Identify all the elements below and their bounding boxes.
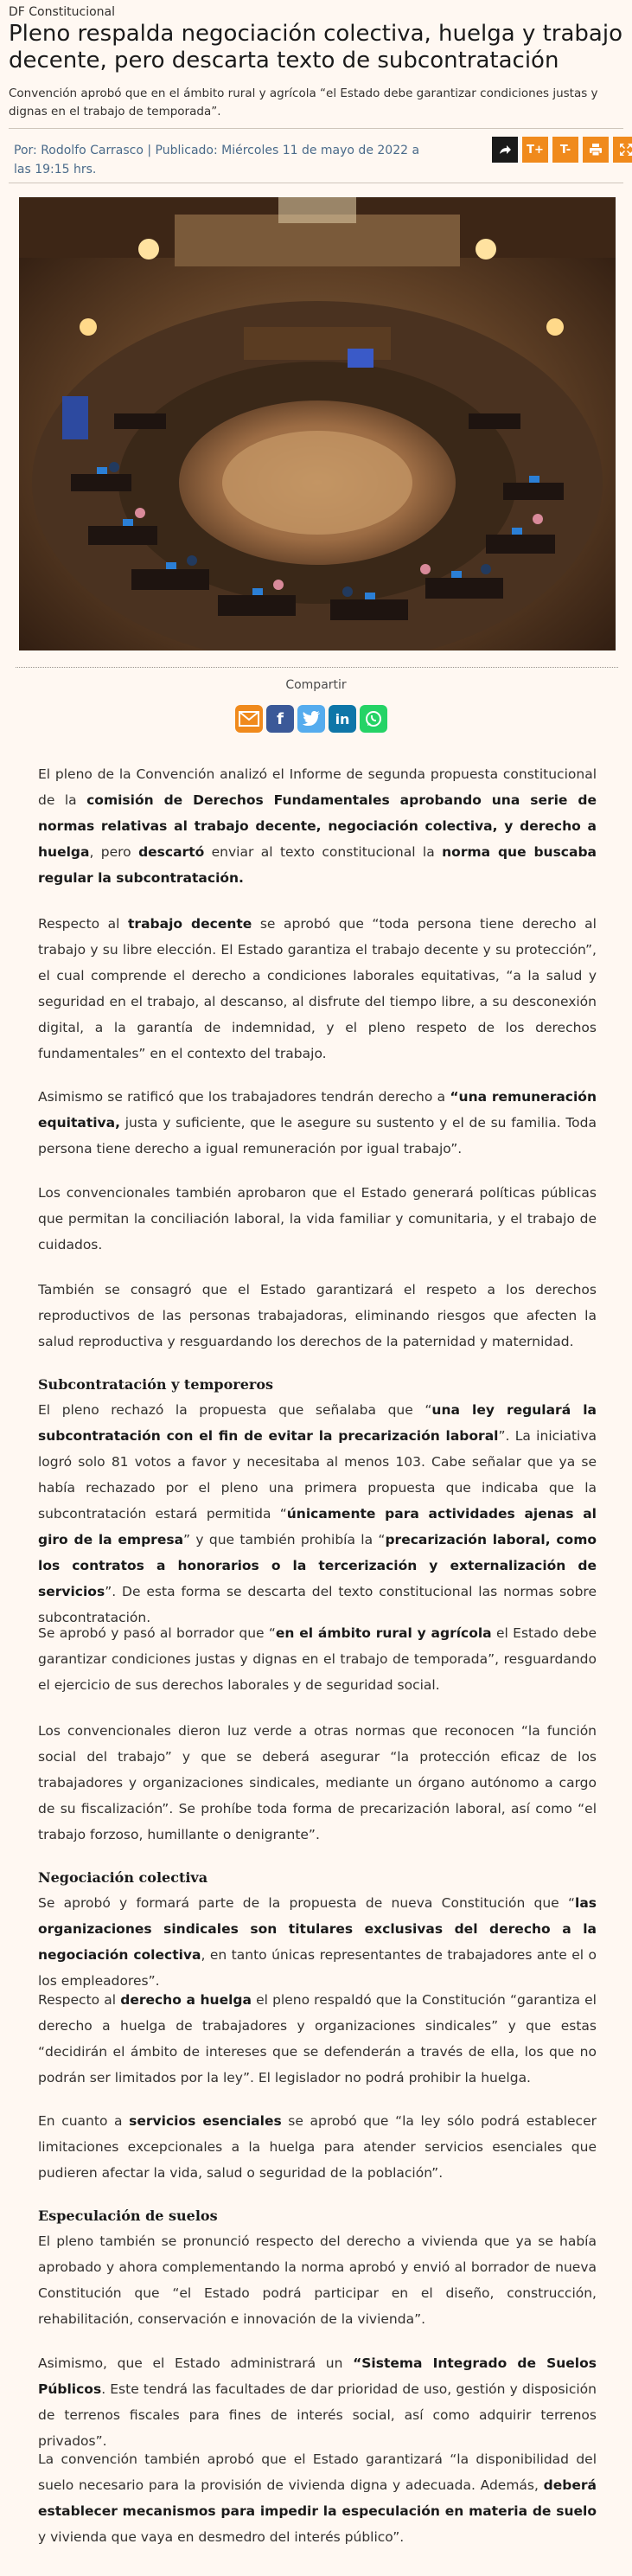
text-run: el pleno respaldó que la Constitución “garantiza el derecho a huelga de trabajadores y organizaciones sindicales” y que estas “decidirán el ámbito de intereses que se defenderán a través de ella, los que no podrán ser limitados por la ley”. El legislador no podrá prohibir la huelga.: [38, 1992, 597, 2086]
linkedin-share-button[interactable]: [329, 705, 356, 733]
paragraph: [38, 2108, 597, 2186]
twitter-share-button[interactable]: [297, 705, 325, 733]
facebook-icon: f: [277, 709, 284, 728]
text-run: el Estado debe garantizar condiciones justas y dignas en el trabajo de temporada”, resguardando el ejercicio de sus derechos laborales y de seguridad social.: [38, 1625, 597, 1693]
emphasis: derecho a huelga: [120, 1992, 252, 2008]
emphasis: únicamente para actividades ajenas al giro de la empresa: [38, 1506, 597, 1548]
text-run: El pleno de la Convención analizó el Informe de segunda propuesta constitucional de la: [38, 766, 597, 808]
text-run: y vivienda que vaya en desmedro del interés público”.: [38, 2529, 405, 2545]
text-run: ”. La iniciativa logró solo 81 votos a favor y necesitaba al menos 103. Cabe señalar que ya se había rechazado por el pleno una primera propuesta que indicaba que la subcontratación estará permitida “: [38, 1428, 597, 1522]
expand-button[interactable]: [613, 137, 632, 163]
paragraph: [38, 1987, 597, 2091]
text-run: Respecto al: [38, 916, 129, 932]
text-run: Se aprobó y formará parte de la propuesta de nueva Constitución que “: [38, 1895, 575, 1911]
text-run: El pleno rechazó la propuesta que señalaba que “: [38, 1402, 432, 1418]
paragraph: [38, 1620, 597, 1698]
section-label[interactable]: DF Constitucional: [9, 5, 116, 19]
text-run: Asimismo, que el Estado administrará un: [38, 2355, 354, 2371]
emphasis: descartó: [138, 844, 205, 860]
text-run: justa y suficiente, que le asegure su sustento y el de su familia. Toda persona tiene derecho a igual remuneración por igual trabajo”.: [38, 1115, 597, 1157]
byline-date: Miércoles 11 de mayo de 2022 a las 19:15 hrs.: [14, 144, 420, 176]
text-run: . Este tendrá las facultades de dar prioridad de uso, gestión y disposición de terrenos fiscales para fines de interés social, así como adquirir terrenos privados”.: [38, 2381, 597, 2449]
paragraph: [38, 911, 597, 1067]
text-run: enviar al texto constitucional la: [204, 844, 443, 860]
paragraph: [38, 1397, 597, 1631]
emphasis: trabajo decente: [128, 916, 252, 932]
linkedin-icon: in: [335, 710, 350, 727]
divider: [9, 128, 623, 129]
paragraph: [38, 761, 597, 891]
share-bar: [235, 705, 387, 733]
whatsapp-share-button[interactable]: [360, 705, 387, 733]
article-toolbar: [492, 137, 632, 163]
article-photo: [19, 197, 616, 650]
font-increase-button[interactable]: T+: [522, 137, 548, 163]
paragraph: [38, 1084, 597, 1162]
emphasis: una ley regulará la subcontratación con el fin de evitar la precarización laboral: [38, 1402, 597, 1444]
divider: [16, 667, 618, 668]
emphasis: las organizaciones sindicales son titulares exclusivas del derecho a la negociación colectiva: [38, 1895, 597, 1963]
emphasis: norma que buscaba regular la subcontratación.: [38, 844, 597, 886]
byline-author[interactable]: Rodolfo Carrasco: [41, 144, 144, 157]
emphasis: “una remuneración equitativa,: [38, 1089, 597, 1131]
twitter-icon: [302, 711, 321, 727]
share-arrow-icon: [498, 143, 512, 157]
share-title: Compartir: [285, 678, 347, 692]
byline: [14, 141, 420, 179]
paragraph: También se consagró que el Estado garantizará el respeto a los derechos reproductivos de las personas trabajadoras, eliminando riesgos que afecten la salud reproductiva y resguardando los derechos de la paternidad y maternidad.: [38, 1282, 597, 1349]
emphasis: “Sistema Integrado de Suelos Públicos: [38, 2355, 597, 2397]
text-run: ” y que también prohibía la “: [183, 1532, 386, 1548]
byline-prefix: Por:: [14, 144, 41, 157]
paragraph: [38, 2446, 597, 2550]
subheading: Subcontratación y temporeros: [38, 1376, 274, 1393]
email-icon: [239, 711, 259, 727]
subheading: Negociación colectiva: [38, 1869, 208, 1886]
font-decrease-button[interactable]: T-: [552, 137, 578, 163]
emphasis: precarización laboral, como los contratos a honorarios o la tercerización y externalización de servicios: [38, 1532, 597, 1599]
paragraph: Los convencionales también aprobaron que el Estado generará políticas públicas que permitan la conciliación laboral, la vida familiar y comunitaria, y el trabajo de cuidados.: [38, 1185, 597, 1253]
emphasis: en el ámbito rural y agrícola: [275, 1625, 492, 1641]
text-run: ”. De esta forma se descarta del texto constitucional las normas sobre subcontratación.: [38, 1584, 597, 1625]
paragraph: [38, 1890, 597, 1994]
emphasis: servicios esenciales: [129, 2113, 282, 2129]
subheading: Especulación de suelos: [38, 2208, 218, 2224]
text-run: se aprobó que “la ley sólo podrá establecer limitaciones excepcionales a la huelga para atender servicios esenciales que pudieren afectar la vida, salud o seguridad de la población”.: [38, 2113, 597, 2181]
paragraph: Los convencionales dieron luz verde a otras normas que reconocen “la función social del trabajo” y que se deberá asegurar “la protección eficaz de los trabajadores y organizaciones sindicales, mediante un órgano autónomo a cargo de su fiscalización”. Se prohíbe toda forma de precarización laboral, así como “el trabajo forzoso, humillante o denigrante”.: [38, 1723, 597, 1842]
text-run: se aprobó que “toda persona tiene derecho al trabajo y su libre elección. El Estado garantiza el trabajo decente y su protección”, el cual comprende el derecho a condiciones laborales equitativas, “a la salud y seguridad en el trabajo, al descanso, al disfrute del tiempo libre, a su desconexión digital, a la garantía de indemnidad, y el pleno respeto de los derechos fundamentales” en el contexto del trabajo.: [38, 916, 597, 1061]
text-run: La convención también aprobó que el Estado garantizará “la disponibilidad del suelo necesario para la provisión de vivienda digna y adecuada. Además,: [38, 2451, 597, 2493]
standfirst: Convención aprobó que en el ámbito rural y agrícola “el Estado debe garantizar condiciones justas y dignas en el trabajo de temporada”.: [9, 87, 598, 119]
paragraph: El pleno también se pronunció respecto del derecho a vivienda que ya se había aprobado y ahora complementando la norma aprobó y envió al borrador de nueva Constitución que “el Estado podrá participar en el diseño, construcción, rehabilitación, conservación e innovación de la vivienda”.: [38, 2233, 597, 2327]
share-arrow-button[interactable]: [492, 137, 518, 163]
facebook-share-button[interactable]: [266, 705, 294, 733]
text-run: , pero: [89, 844, 139, 860]
email-share-button[interactable]: [235, 705, 263, 733]
byline-separator: | Publicado:: [143, 144, 222, 157]
whatsapp-icon: [364, 709, 383, 728]
text-run: Se aprobó y pasó al borrador que “: [38, 1625, 276, 1641]
paragraph: [38, 2350, 597, 2454]
text-run: Asimismo se ratificó que los trabajadores tendrán derecho a: [38, 1089, 450, 1105]
print-button[interactable]: [583, 137, 609, 163]
emphasis: deberá establecer mecanismos para impedir la especulación en materia de suelo: [38, 2477, 597, 2519]
text-run: Respecto al: [38, 1992, 121, 2008]
page-title: Pleno respalda negociación colectiva, huelga y trabajo decente, pero descarta texto de subcontratación: [9, 21, 622, 74]
print-icon: [589, 143, 603, 157]
expand-icon: [619, 143, 632, 157]
text-run: En cuanto a: [38, 2113, 130, 2129]
emphasis: comisión de Derechos Fundamentales aprobando una serie de normas relativas al trabajo decente, negociación colectiva, y derecho a huelga: [38, 792, 597, 860]
text-run: , en tanto únicas representantes de trabajadores ante el o los empleadores”.: [38, 1947, 597, 1989]
